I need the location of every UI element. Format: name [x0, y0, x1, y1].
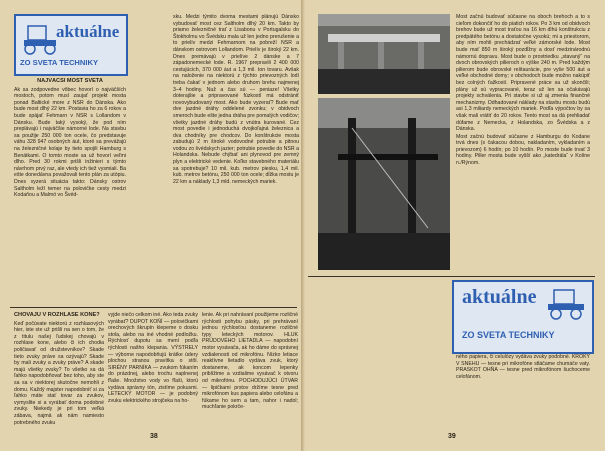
- sound-text-col3: lenie. Ak pri nahrávaní použijeme rozličné rýchlosti pohybu pásky, pri prehrávaní jednou rýchlosťou dostaneme rozličné typy leteckých motorov. HLUK PRÚDOVÉHO LIETADLA — napodobní motor vysávača, ak ho dáme do správnej vzdialenosti od mikrofónu. Nízko letiace reaktívne lietadlo vydáva zvuk, ktorý dostaneme, ak koncom lepenky priblížime a vzdialime vysávač k otvoru od mikrofónu. POCHODUJÚCI ÚTVAR — lipičkami prstov držíme tesne pred mikrofónom kus papiera alebo celofánu a fúkame ho sem a tam, nahor i nadol; muchľanie pokrče-: [202, 312, 298, 411]
- bottom-left-col2: [108, 312, 198, 430]
- badge-subtitle-bottom: ZO SVETA TECHNIKY: [462, 330, 555, 340]
- article-heading: NAJVÄČŠÍ MOST SVETA: [37, 78, 103, 84]
- vintage-car-icon-bottom: [544, 286, 588, 322]
- aktualne-badge-bottom: [452, 280, 594, 354]
- sound-text-col1: Keď počúvate niektorú z rozhlasových hier, iste ste už prišli na sen o tom, že z titulu našej ľudskej chovajú v rozhlase kone, alebo či ich chodia poličiavať od družstevníkov? Skade tieto zvuky práve sa ozývajú? Skade by mali zvuky a zvuky práve? A skade majú všetky zvuky? To všetko sa dá ľahko napodobňovať bez toho, aby ste sa sa v niektorej skutočne nemohli z domu. Každý majster napodobniť si za ľahko máte stať tovar za zvukov, vymyslite si a vyrábať doma podobné zvuky. Niekedy je pri tom veľká zábava, najmä ak nám namiesto potrebného zvuku: [14, 320, 104, 426]
- bridge-pylon-image: [318, 98, 450, 270]
- badge-title-bottom: aktuálne: [462, 286, 537, 308]
- bridge-construction-image: [318, 14, 450, 94]
- article-text-col1: Ak sa zodpovedne vôbec hovorí o najväčších mostoch, potom musí zaujať projekt mosta ponad Baltické more z NSR do Dánska. Ako bude most dlhý 22 km. Postavia ho za 6 rokov a bude spájať Fehmarn v NSR s Lollandom v Dánsku. Bude taký vysoký, že pod ním preplávajú i najväčšie námorné lode. Na stavbu sa použije 250 000 ton ocele, čo predstavuje váhu 328 947 osobných áut, ktoré sa prevážajú na železničné kolaje by tieto spojili Hamburg s Benátkami. O tomto moste sa už hovorí veľmi dlho. Pred 30 rokmi prišli inžinieri s týmto návrhom prvý raz, ale vtedy ich tiež vysmiali. Ba ešte donedávna považovali tento plán za utópiu. Dnes vyzerá situácia takto: Dánsky ostrov Saltholm leží temer na polovičke cesty medzi Kodaňou a Malmö vo Švéd-: [14, 86, 126, 199]
- left-col2: [173, 14, 299, 304]
- divider-rule-right: [308, 276, 595, 277]
- sound-text-col2: vyjde niečo celkom iné. Ako teda zvuky vyrábať? DUPOT KOŇÍ — polovičkami orechových škrupín klepeme o dosku stola, alebo na iné vhodné podložku. Rýchlosť dupotu sa mení podľa rýchlosti našho klepania. VÝSTRELY — výborne napodobňujú krátke údery plochou stranou pravítka o stôl. SIRÉNY PARNÍKA — zvukom fúkaním do prázdnej, alebo trochu naplnenej fľaše. Množstvo vody vo fľaši, ktorú vydáva správny tón, zistíme pokusmi. LETECKÝ MOTOR — je podobný zvuku elektrického strojčeka na ho-: [108, 312, 198, 404]
- bottom-left-col3: [202, 312, 298, 430]
- right-col: [456, 14, 590, 270]
- badge-title: aktuálne: [56, 22, 120, 41]
- badge-subtitle: ZO SVETA TECHNIKY: [20, 58, 99, 67]
- right-text-main: Most začnú budovať súčasne na oboch brehoch a to s cieľom dokončiť ho do piatich rokov. Po 3 km od obidvoch brehov bude už most traťou na 16 km dlhú konštrukciu z predpätého betónu a dostatočne vysokú; mi a priestorom, aby ním mohli prechádzať veľké zámorské lode. Most bude mať 850 m široký pozdĺžny a dosť medzinárodnú námornú dopravu. Most bude o prostriedku „stavaný“ na dvoch obrovských pilieroch o výške 240 m. Pred každým pilierom bude obrovské reštaurácie, pre vyše 500 áut a veľké obchodné domy; v obchodoch bude možno nakúpiť bez colných ťažkostí. Pripravené práce sa už skončili; plány už sú vypracované, teraz už len sa očakávajú projekty schválenia. Pri stavbe si už aj zmenia finančné mechanizmy. Odhadované náklady na stavbu mostu budú asi 1,3 miliardy nemeckých mariek. Podľa výpočtov by sa však mali vrátiť do 20 rokov. Tento most sa dá prehliadať dúfame z Nemecka, z Holandska, zo Švédska a z Dánska.: [456, 14, 590, 133]
- page-number-right: 39: [448, 433, 456, 440]
- bottom-right-text: ného papiera, či celulózy vydáva zvuky podobné. KROKY V SNEHU — tesne pri mikrofóne stláčame chumáče vaty. PRASKOT OHŇA — tesne pred mikrofónom šuchoceme celofánom.: [456, 354, 590, 380]
- left-col1: [14, 78, 126, 304]
- right-text-tail: Most začnú budovať súčasne z Hamburgu do Kodane trvá dnes (s čakacou dobou, nakladaním, vykladaním a prievozom) 6 hodín; po 10 hodín. Po moste bude trvať 3 hodiny. Piller mosta bude vyšší ako „katedrála“ v Kolíne n./Rýnom.: [456, 133, 590, 167]
- page-gutter: [301, 0, 305, 451]
- bottom-right-col: [456, 354, 590, 428]
- vintage-car-icon: [20, 22, 60, 56]
- sound-article-heading: CHOVAJÚ V ROZHLASE KONE?: [14, 312, 100, 318]
- aktualne-badge-top: [14, 14, 128, 76]
- article-text-col2: sku. Medzi týmito dvoma mestami plánujú Dánsko vybudovať most cez Saltholm dlhý 20 km. Takto by priamo železničné trať z Lisabonu v Portugalsku do Štokholmu vo Švédsku mala už len jedno prerušenie a to prielív medzi Fehmarnom na pobreží NSR a dánskom ostrovom Lollandom. Prielív je široký 22 km. Dnes premávajú v prielíve 2 dánske a 7 západonemecké lode. R. 1967 prepravili 2 400 000 cestujúcich, 370 000 áut a 1,3 mil. ton tovaru. Avšak na naloženie na niektorú z týchto prievozných lodí treba čakať v jednom alebo druhom brehu najmenej 3–4 hodiny. Nuž a čas sú — peniaze! Všetky doterajšie a pripravované fúzkostí má odstrániť novovybudovaný most. Ako bude vyzerať? Bude mať dve jazdné dráhy oddelené zvonku; v obidvoch smeroch bude ešte jedna dráha pre pomalých vodičov; všetky jazdné dráhy budú z vnútra kurované. Cez most povedie i jednoduchá dvojkoľajná železnica a dva chodníky pre chodcov. Do konštrukcie mosta zabudujú 2 m široké vodovodné potrubie a pitnou vodou zo švédskych jazier; potrubie povedie do NSR a Holandska. Nebude chýbať ani plynovod pre zemný plyn a elektrické vedenie. Koľko stavebného materiálu sa spotrebuje? 10 mil. kub. metrov piesku, 1,4 mil. kub. metrov betónu, 250 000 ton ocele; dĺžka mostu je 22 km a náklady 1,3 mld. nemeckých mariek.: [173, 14, 299, 185]
- page-number-left: 38: [150, 433, 158, 440]
- divider-rule-left: [10, 307, 297, 308]
- bridge-photo-top: [318, 14, 450, 94]
- bottom-left-col1: [14, 312, 104, 430]
- bridge-photo-bottom: [318, 98, 450, 270]
